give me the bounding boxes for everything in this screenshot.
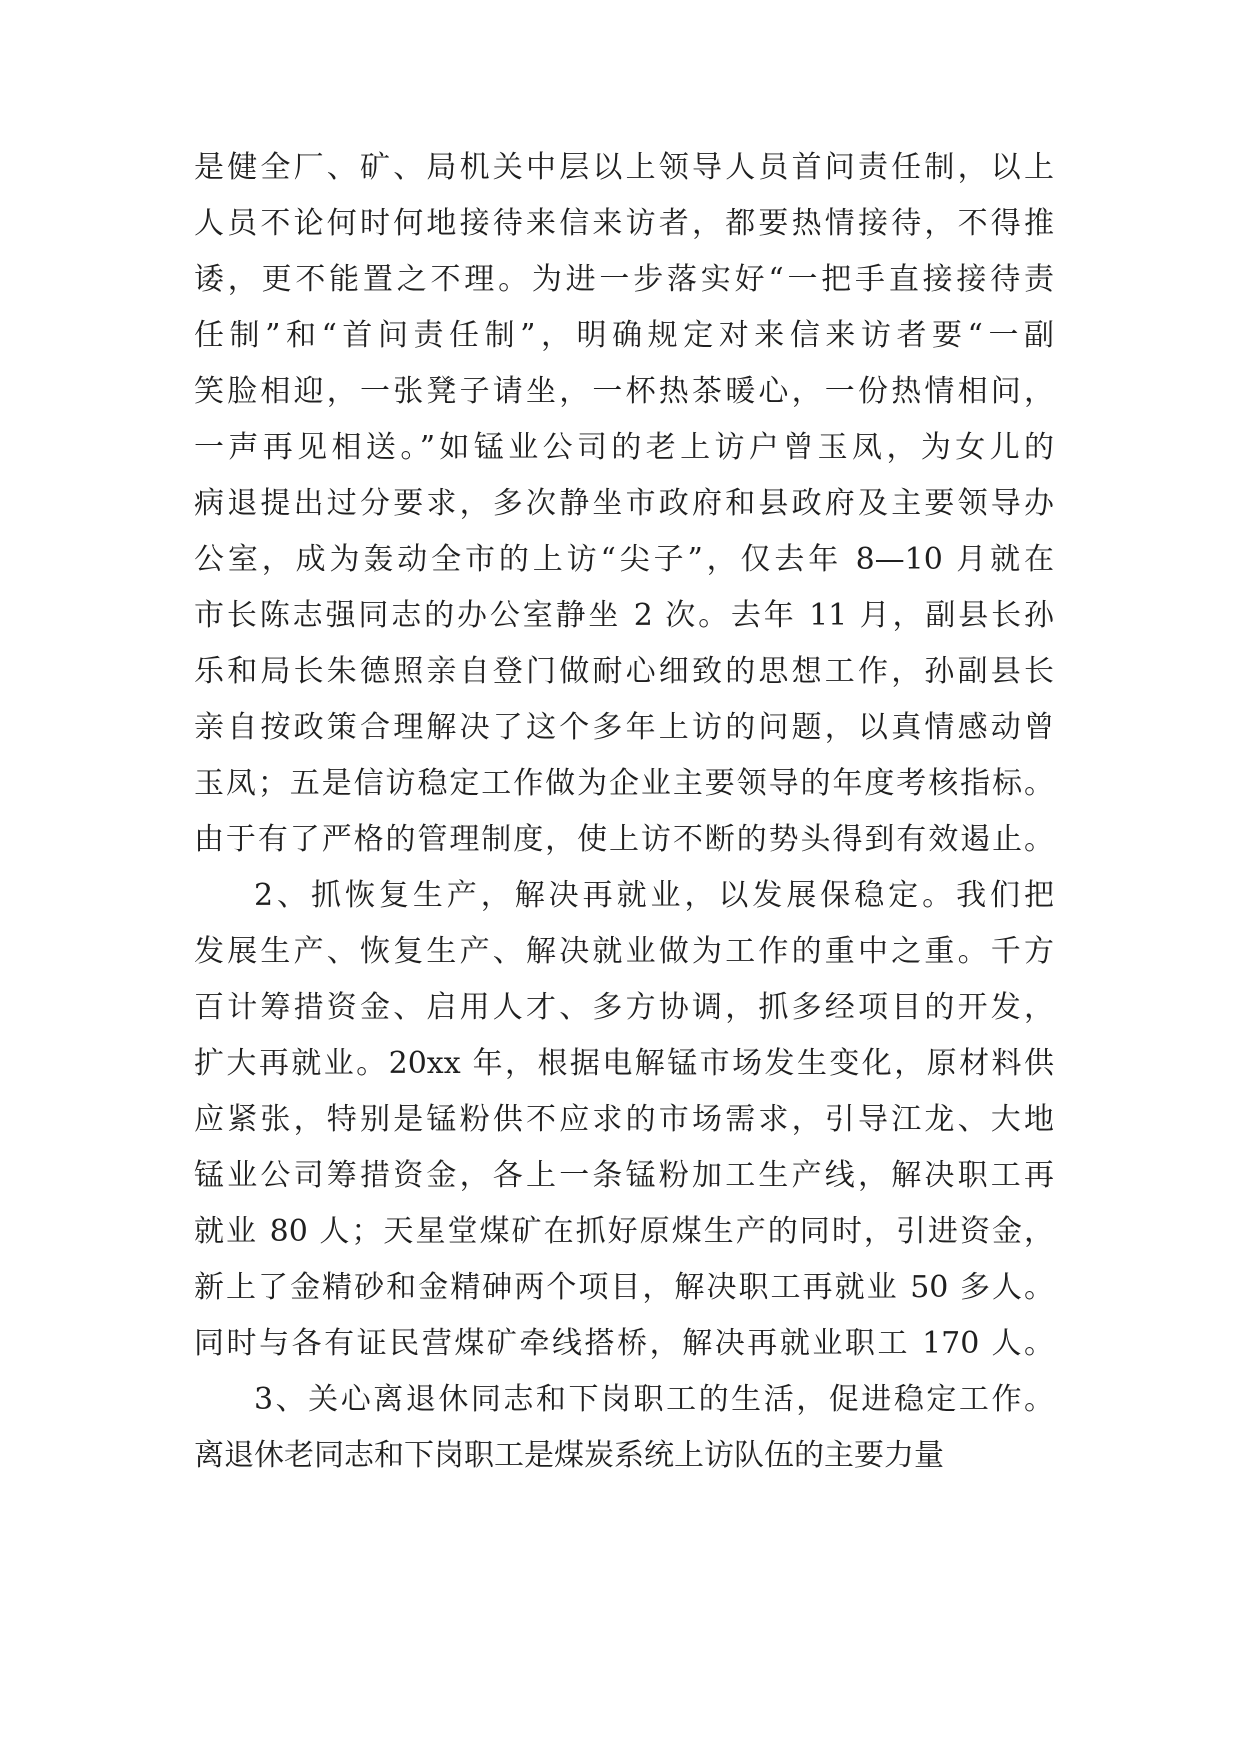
text-line-6: 一声再见相送。”如锰业公司的老上访户曾玉凤，为女儿的 <box>194 430 1054 465</box>
text-line-12: 玉凤；五是信访稳定工作做为企业主要领导的年度考核指标。 <box>194 766 1054 801</box>
text-line-15: 发展生产、恢复生产、解决就业做为工作的重中之重。千方 <box>194 934 1054 969</box>
text-line-14: 2、抓恢复生产，解决再就业，以发展保稳定。我们把 <box>254 878 1054 913</box>
text-line-21: 新上了金精砂和金精砷两个项目，解决职工再就业 50 多人。 <box>194 1270 1054 1305</box>
text-line-17: 扩大再就业。20xx 年，根据电解锰市场发生变化，原材料供 <box>194 1046 1054 1081</box>
text-line-4: 任制”和“首问责任制”，明确规定对来信来访者要“一副 <box>194 318 1054 353</box>
text-line-23: 3、关心离退休同志和下岗职工的生活，促进稳定工作。 <box>254 1382 1054 1417</box>
text-line-22: 同时与各有证民营煤矿牵线搭桥，解决再就业职工 170 人。 <box>194 1326 1054 1361</box>
text-line-1: 是健全厂、矿、局机关中层以上领导人员首问责任制，以上 <box>194 150 1054 185</box>
text-line-8: 公室，成为轰动全市的上访“尖子”，仅去年 8—10 月就在 <box>194 542 1054 577</box>
text-line-10: 乐和局长朱德照亲自登门做耐心细致的思想工作，孙副县长 <box>194 654 1054 689</box>
text-line-13: 由于有了严格的管理制度，使上访不断的势头得到有效遏止。 <box>194 822 1054 857</box>
text-line-19: 锰业公司筹措资金，各上一条锰粉加工生产线，解决职工再 <box>194 1158 1054 1193</box>
text-line-7: 病退提出过分要求，多次静坐市政府和县政府及主要领导办 <box>194 486 1054 521</box>
text-line-3: 诿，更不能置之不理。为进一步落实好“一把手直接接待责 <box>194 262 1054 297</box>
text-line-9: 市长陈志强同志的办公室静坐 2 次。去年 11 月，副县长孙 <box>194 598 1054 633</box>
text-line-20: 就业 80 人；天星堂煤矿在抓好原煤生产的同时，引进资金， <box>194 1214 1054 1249</box>
text-line-11: 亲自按政策合理解决了这个多年上访的问题，以真情感动曾 <box>194 710 1054 745</box>
text-line-16: 百计筹措资金、启用人才、多方协调，抓多经项目的开发， <box>194 990 1054 1025</box>
text-line-24: 离退休老同志和下岗职工是煤炭系统上访队伍的主要力量 <box>194 1438 944 1473</box>
text-line-5: 笑脸相迎，一张凳子请坐，一杯热茶暖心，一份热情相问， <box>194 374 1054 409</box>
text-line-2: 人员不论何时何地接待来信来访者，都要热情接待，不得推 <box>194 206 1054 241</box>
text-line-18: 应紧张，特别是锰粉供不应求的市场需求，引导江龙、大地 <box>194 1102 1054 1137</box>
